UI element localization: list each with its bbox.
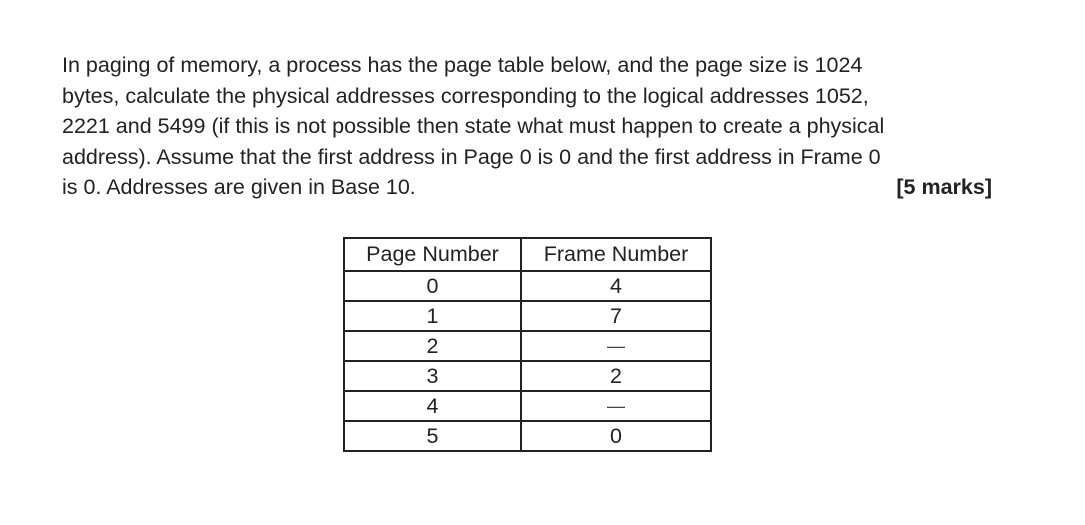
page-number-cell: 3 xyxy=(344,361,521,391)
column-header-frame-number: Frame Number xyxy=(521,238,711,271)
question-line: address). Assume that the first address in Page 0 is 0 and the first address in Frame 0 xyxy=(62,144,881,169)
table-header-row xyxy=(344,238,711,271)
frame-number-cell: — xyxy=(521,391,711,421)
frame-number-cell: 2 xyxy=(521,361,711,391)
column-header-page-number: Page Number xyxy=(344,238,521,271)
question-text xyxy=(62,50,992,203)
table-row xyxy=(344,421,711,451)
page-number-cell: 0 xyxy=(344,271,521,301)
page-number-cell: 4 xyxy=(344,391,521,421)
question-line: 2221 and 5499 (if this is not possible then state what must happen to create a physical xyxy=(62,114,885,138)
question-line: is 0. Addresses are given in Base 10. xyxy=(62,175,416,199)
question-last-line xyxy=(62,172,992,203)
page-number-cell: 5 xyxy=(344,421,521,451)
table-row xyxy=(344,301,711,331)
page-number-cell: 1 xyxy=(344,301,521,331)
table-row xyxy=(344,361,711,391)
frame-number-cell: — xyxy=(521,331,711,361)
question-line: bytes, calculate the physical addresses corresponding to the logical addresses 1052, xyxy=(62,83,869,108)
page-table xyxy=(343,237,712,452)
table-row xyxy=(344,391,711,421)
frame-number-cell: 7 xyxy=(521,301,711,331)
frame-number-cell: 4 xyxy=(521,271,711,301)
table-row xyxy=(344,331,711,361)
question-line: In paging of memory, a process has the page table below, and the page size is 1024 xyxy=(62,53,863,77)
table-row xyxy=(344,271,711,301)
frame-number-cell: 0 xyxy=(521,421,711,451)
page-number-cell: 2 xyxy=(344,331,521,361)
marks-label: [5 marks] xyxy=(896,175,992,199)
